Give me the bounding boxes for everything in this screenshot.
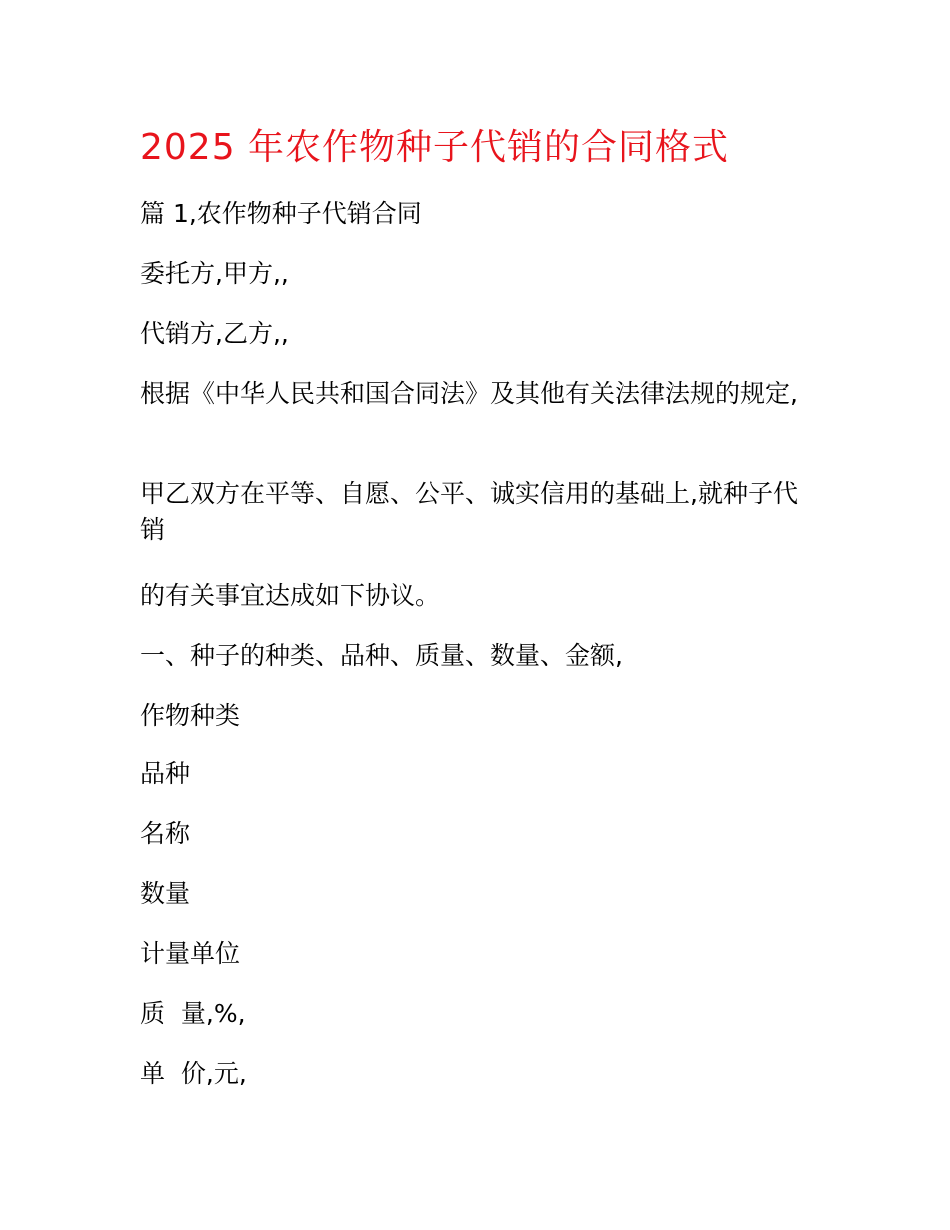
field-unit-of-measure: 计量单位 bbox=[140, 939, 241, 968]
field-unit-price: 单 价,元, bbox=[140, 1059, 247, 1088]
field-quality-percent: 质 量,%, bbox=[140, 999, 246, 1028]
agreement-basis-paragraph: 甲乙双方在平等、自愿、公平、诚实信用的基础上,就种子代销 bbox=[140, 479, 798, 544]
legal-basis-paragraph: 根据《中华人民共和国合同法》及其他有关法律法规的规定, bbox=[140, 379, 798, 408]
section-heading-chapter-1: 篇 1,农作物种子代销合同 bbox=[140, 199, 422, 228]
field-quantity: 数量 bbox=[140, 879, 191, 908]
document-title: 2025 年农作物种子代销的合同格式 bbox=[140, 127, 730, 168]
party-b-line: 代销方,乙方,, bbox=[140, 319, 289, 348]
field-name: 名称 bbox=[140, 819, 191, 848]
field-crop-type: 作物种类 bbox=[140, 701, 241, 730]
agreement-conclusion-line: 的有关事宜达成如下协议。 bbox=[140, 581, 441, 610]
field-variety: 品种 bbox=[140, 759, 191, 788]
clause-1-heading: 一、种子的种类、品种、质量、数量、金额, bbox=[140, 641, 623, 670]
party-a-line: 委托方,甲方,, bbox=[140, 259, 289, 288]
